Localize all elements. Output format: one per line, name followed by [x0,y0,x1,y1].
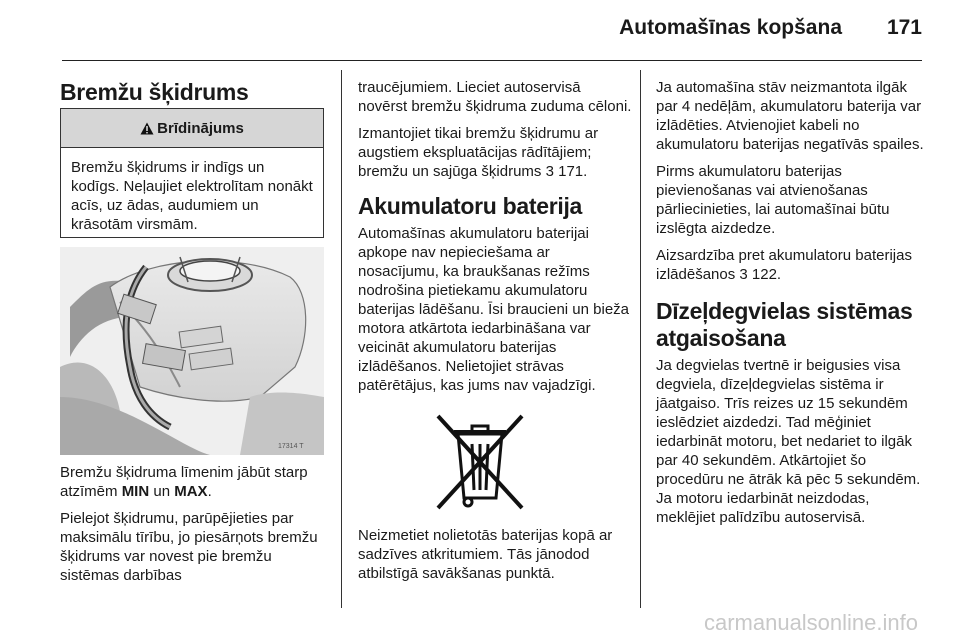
brake-fluid-quality-text: Izmantojiet tikai bremžu šķidrumu ar augstiem ekspluatācijas rādītājiem; bremžu un sajūga šķidrums [358,125,599,180]
warning-header [61,109,323,148]
column-divider-2 [640,70,641,608]
warning-triangle-icon [140,122,154,135]
column-divider-1 [341,70,342,608]
running-header-title: Automašīnas kopšana [619,16,842,39]
ignition-off-paragraph: Pirms akumulatoru baterijas pievienošanas vai atvienošanas pārliecinieties, lai automašīnai būtu izslēgta aizdedze. [656,163,890,237]
level-text-mid: un [149,483,175,500]
column-1-text [60,463,332,593]
brake-fluid-quality-paragraph [358,124,632,181]
warning-title: Brīdinājums [157,119,244,137]
discharge-protection-paragraph [656,246,926,284]
column-2-bottom-text [358,526,632,591]
long-storage-paragraph: Ja automašīna stāv neizmantota ilgāk par 4 nedēļām, akumulatoru baterija var izlādēties. Atvienojiet kabeli no akumulatoru baterijas negatīvās spailes. [656,79,924,153]
column-1-heading-wrap [60,78,330,106]
page-number: 171 [886,16,922,39]
level-paragraph [60,463,332,501]
diesel-heading-line-2: atgaisošana [656,325,786,351]
watermark: carmanualsonline.info [703,610,918,635]
column-3-text [656,78,926,535]
warning-box [60,108,324,238]
page-reference-171[interactable]: 3 171. [545,163,588,180]
column-2-text [358,78,632,403]
crossed-out-bin-icon [430,410,530,517]
figure-code: 17314 T [278,443,304,450]
diesel-heading-line-1: Dīzeļdegvielas sistēmas [656,298,913,324]
max-mark: MAX [174,483,208,500]
warning-text: Bremžu šķidrums ir indīgs un kodīgs. Neļaujiet elektrolītam nonākt acīs, uz ādas, audumiem un krāsotām virsmām. [71,159,313,233]
cleanliness-paragraph: Pielejot šķidrumu, parūpējieties par maksimālu tīrību, jo piesārņots bremžu šķidrums var novest pie bremžu sistēmas darbības [60,510,318,584]
battery-paragraph: Automašīnas akumulatoru baterijai apkope nav nepieciešama ar nosacījumu, ka braukšanas režīms nodrošina pietiekamu akumulatoru baterijas lādēšanu. Īsi braucieni un bieža motora atkārtota iedarbināšana var veicināt akumulatoru baterijas izlādēšanos. Nelietojiet strāvas patērētājus, kas jums nav vajadzīgi. [358,225,630,394]
diesel-heading [656,298,926,352]
min-mark: MIN [121,483,150,500]
brake-fluid-continued: traucējumiem. Lieciet autoservisā novērst bremžu šķidruma zuduma cēloni. [358,79,632,115]
brake-fluid-reservoir-image [60,247,324,455]
brake-fluid-heading: Bremžu šķidrums [60,79,249,105]
level-text-start: Bremžu šķidruma līmenim jābūt starp atzīmēm [60,464,308,500]
header-rule [62,60,922,61]
battery-disposal-paragraph: Neizmetiet nolietotās baterijas kopā ar sadzīves atkritumiem. Tās jānodod atbilstīgā savākšanas punktā. [358,527,613,582]
battery-heading: Akumulatoru baterija [358,193,583,219]
discharge-protection-text: Aizsardzība pret akumulatoru baterijas izlādēšanos [656,247,912,283]
page-reference-122[interactable]: 3 122. [739,266,782,283]
level-text-end: . [207,483,212,500]
diesel-bleeding-paragraph: Ja degvielas tvertnē ir beigusies visa degviela, dīzeļdegvielas sistēma ir jāatgaiso. Trīs reizes uz 15 sekundēm ieslēdziet aizdedzi. Tad mēģiniet iedarbināt motoru, bet nedariet to ilgāk par 40 sekundēm. Atkārtojiet šo procedūru ne ātrāk kā pēc 5 sekundēm. Ja motoru iedarbināt neizdodas, meklējiet palīdzību autoservisā. [656,357,921,526]
